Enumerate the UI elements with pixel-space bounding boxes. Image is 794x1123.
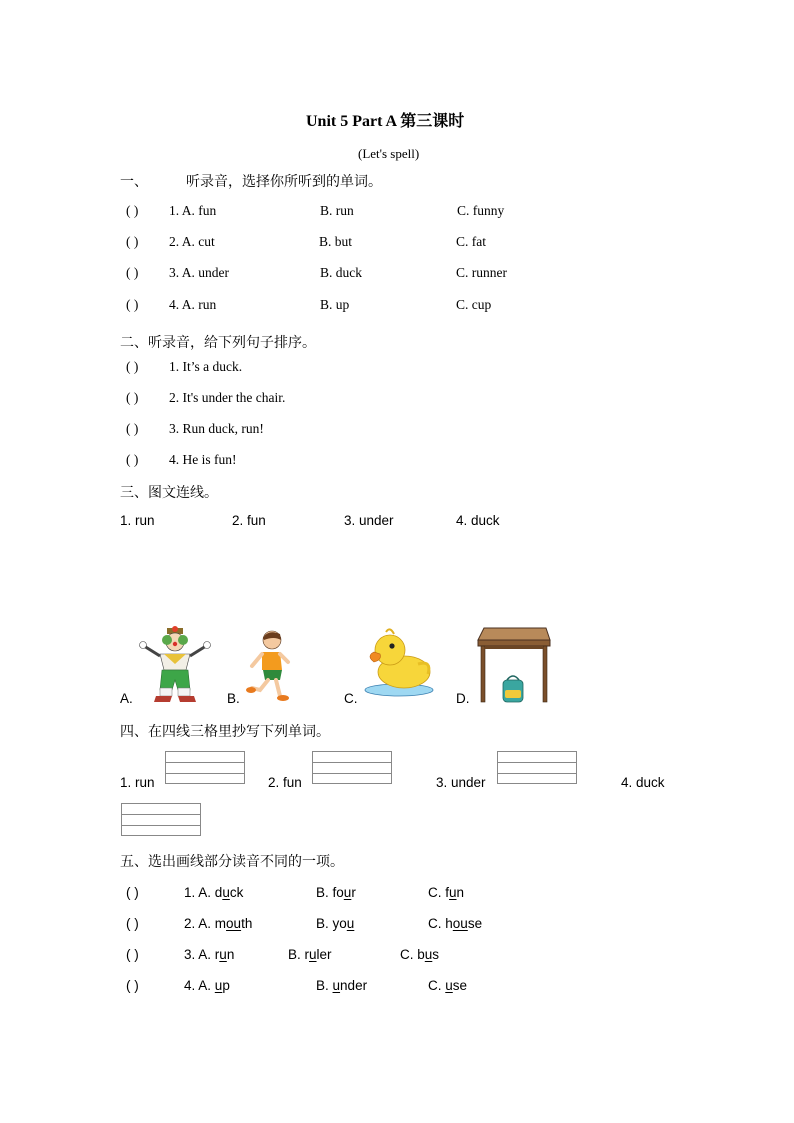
picture-label-d: D. (456, 691, 470, 706)
section1-heading (120, 171, 382, 191)
running-boy-icon (246, 628, 294, 704)
section5-option-a: 2. A. mouth (184, 916, 253, 931)
section1-paren[interactable]: ( ) (126, 234, 139, 249)
section2-heading: 二、听录音，给下列句子排序。 (120, 335, 316, 351)
section5-option-c: C. house (428, 916, 483, 931)
section5-option-a: 1. A. duck (184, 885, 244, 900)
section3-word: 3. under (344, 513, 394, 528)
section5-option-b: B. you (316, 916, 355, 931)
section2-paren[interactable]: ( ) (126, 452, 139, 467)
section1-option-c: C. cup (456, 297, 492, 312)
section5-paren[interactable]: ( ) (126, 885, 139, 900)
picture-label-b: B. (227, 691, 240, 706)
section5-paren[interactable]: ( ) (126, 978, 139, 993)
section1-paren[interactable]: ( ) (126, 265, 139, 280)
section3-word: 4. duck (456, 513, 500, 528)
section1-option-b: B. up (320, 297, 350, 312)
section3-heading: 三、图文连线。 (120, 485, 218, 501)
duck-icon (362, 626, 436, 698)
section1-paren[interactable]: ( ) (126, 203, 139, 218)
section1-heading-number: 一、 (120, 174, 148, 190)
section5-option-b: B. four (316, 885, 356, 900)
page-subtitle: (Let's spell) (358, 146, 420, 161)
clown-icon (138, 624, 212, 704)
section1-option-a: 1. A. fun (169, 203, 217, 218)
section2-sentence: 4. He is fun! (169, 452, 237, 467)
section5-option-a: 3. A. run (184, 947, 235, 962)
section4-word: 2. fun (268, 775, 302, 790)
section2-paren[interactable]: ( ) (126, 390, 139, 405)
section2-sentence: 1. It’s a duck. (169, 359, 243, 374)
section1-option-a: 4. A. run (169, 297, 217, 312)
picture-label-c: C. (344, 691, 358, 706)
section1-option-c: C. fat (456, 234, 486, 249)
page-title: Unit 5 Part A 第三课时 (306, 113, 465, 130)
section4-word: 4. duck (621, 775, 665, 790)
section5-option-b: B. ruler (288, 947, 332, 962)
section5-option-c: C. fun (428, 885, 465, 900)
four-line-grid[interactable] (312, 751, 392, 784)
section2-sentence: 3. Run duck, run! (169, 421, 264, 436)
section5-option-a: 4. A. up (184, 978, 230, 993)
picture-label-a: A. (120, 691, 133, 706)
section5-heading: 五、选出画线部分读音不同的一项。 (120, 854, 344, 870)
section3-word: 2. fun (232, 513, 266, 528)
section1-option-c: C. funny (457, 203, 505, 218)
section1-paren[interactable]: ( ) (126, 297, 139, 312)
section4-word: 1. run (120, 775, 155, 790)
section3-word: 1. run (120, 513, 155, 528)
section2-sentence: 2. It's under the chair. (169, 390, 286, 405)
table-with-bag-icon (476, 626, 552, 704)
section5-paren[interactable]: ( ) (126, 947, 139, 962)
section1-option-a: 2. A. cut (169, 234, 215, 249)
section4-word: 3. under (436, 775, 486, 790)
four-line-grid[interactable] (497, 751, 577, 784)
section2-paren[interactable]: ( ) (126, 359, 139, 374)
section1-option-b: B. run (320, 203, 354, 218)
section1-option-a: 3. A. under (169, 265, 229, 280)
four-line-grid[interactable] (165, 751, 245, 784)
section1-option-b: B. but (319, 234, 353, 249)
section5-paren[interactable]: ( ) (126, 916, 139, 931)
section5-option-b: B. under (316, 978, 368, 993)
section5-option-c: C. use (428, 978, 468, 993)
section4-heading: 四、在四线三格里抄写下列单词。 (120, 724, 330, 740)
section1-heading-text: 听录音，选择你所听到的单词。 (186, 174, 382, 190)
four-line-grid[interactable] (121, 803, 201, 836)
section2-paren[interactable]: ( ) (126, 421, 139, 436)
section1-option-b: B. duck (320, 265, 362, 280)
section1-option-c: C. runner (456, 265, 507, 280)
section5-option-c: C. bus (400, 947, 440, 962)
